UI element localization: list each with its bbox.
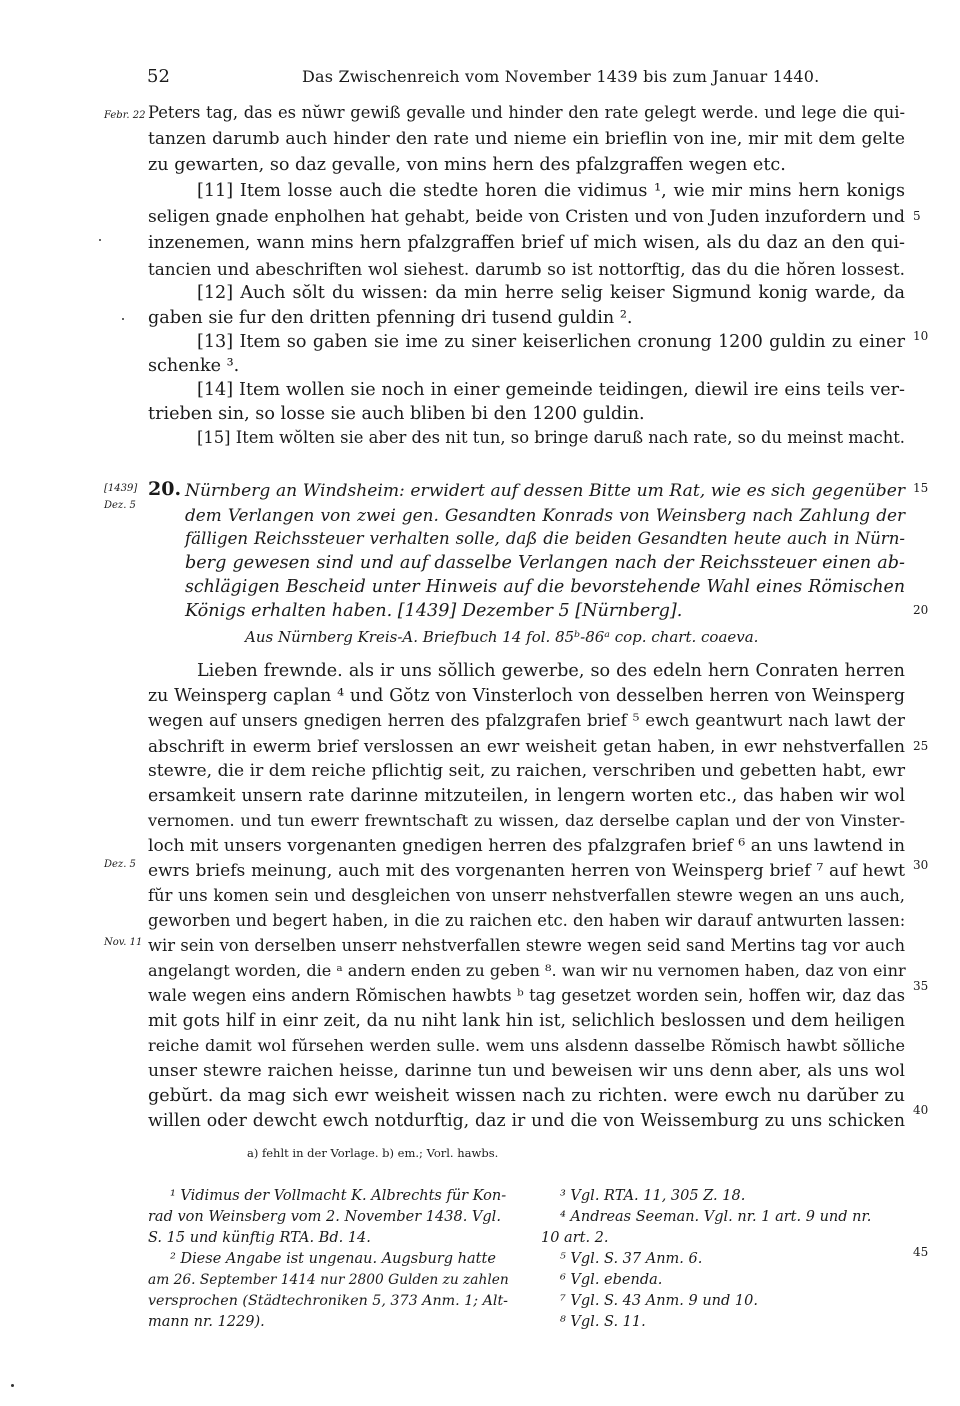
text-line: seligen gnade enpholhen hat gehabt, beide von Cristen und von Juden inzufordern und	[148, 207, 905, 227]
text-line: Lieben frewnde. als ir uns sŏllich gewerbe, so des edeln hern Conraten herren	[197, 661, 905, 681]
critical-apparatus: a) fehlt in der Vorlage. b) em.; Vorl. hawbs.	[247, 1146, 499, 1160]
text-line: mit gots hilf in einr zeit, da nu niht lank hin ist, selichlich beslossen und dem heiligen	[148, 1011, 905, 1031]
text-line: vernomen. und tun ewerr frewntschaft zu wissen, daz derselbe caplan und der von Vinster-	[148, 811, 905, 830]
line-number: 40	[913, 1103, 929, 1117]
footnote-line: ¹ Vidimus der Vollmacht K. Albrechts für Kon-	[170, 1188, 507, 1204]
text-line: ewrs briefs meinung, auch mit des vorgenanten herren von Weinsperg brief ⁷ auf hewt	[148, 861, 905, 881]
line-number: 20	[913, 603, 929, 617]
line-number: 15	[913, 481, 929, 495]
footnote-line: ³ Vgl. RTA. 11, 305 Z. 18.	[560, 1188, 746, 1204]
sidenote-date: Nov. 11	[104, 937, 143, 948]
scan-speck	[122, 318, 124, 320]
text-line: angelangt worden, die ᵃ andern enden zu geben ⁸. wan wir nu vernomen haben, daz von einr	[148, 961, 906, 980]
footnote-line: ⁵ Vgl. S. 37 Anm. 6.	[560, 1251, 703, 1267]
footnote-line: 10 art. 2.	[541, 1230, 609, 1246]
text-line: gaben sie fur den dritten pfenning dri tusend guldin ².	[148, 308, 633, 328]
footnote-line: ⁴ Andreas Seeman. Vgl. nr. 1 art. 9 und nr.	[560, 1209, 872, 1225]
regest-line: berg gewesen sind und auf dasselbe Verlangen nach der Reichssteuer einen ab-	[185, 553, 905, 573]
text-line: wale wegen eins andern Rŏmischen hawbts ᵇ tag gesetzet worden sein, hoffen wir, daz das	[148, 986, 905, 1005]
document-number: 20.	[148, 478, 182, 500]
line-number: 25	[913, 739, 929, 753]
footnote-line: versprochen (Städtechroniken 5, 373 Anm. 1; Alt-	[148, 1293, 508, 1309]
text-line: fŭr uns komen sein und desgleichen von unserr nehstverfallen stewre wegen an uns auch,	[148, 886, 905, 905]
text-line: trieben sin, so losse sie auch bliben bi den 1200 guldin.	[148, 404, 645, 424]
text-line: gebŭrt. da mag sich ewr weisheit wissen nach zu richten. were ewch nu darŭber zu	[148, 1086, 905, 1106]
scan-speck	[99, 239, 101, 241]
text-line: reiche damit wol fŭrsehen werden sulle. wem uns alsdenn dasselbe Rŏmisch hawbt sŏlliche	[148, 1036, 905, 1055]
text-line: willen oder dewcht ewch notdurftig, daz ir und die von Weissemburg zu uns schicken	[148, 1111, 905, 1131]
footnote-line: ⁶ Vgl. ebenda.	[560, 1272, 663, 1288]
text-line: [11] Item losse auch die stedte horen die vidimus ¹, wie mir mins hern konigs	[197, 181, 905, 201]
regest-line: Königs erhalten haben. [1439] Dezember 5 [Nürnberg].	[185, 601, 683, 621]
text-line: [14] Item wollen sie noch in einer gemeinde teidingen, diewil ire eins teils ver-	[197, 380, 905, 400]
sidenote-date: [1439]	[104, 483, 138, 494]
text-line: unser stewre raichen heisse, darinne tun und beweisen wir uns denn aber, als uns wol	[148, 1061, 905, 1081]
footnote-line: rad von Weinsberg vom 2. November 1438. Vgl.	[148, 1209, 501, 1225]
regest-line: Nürnberg an Windsheim: erwidert auf dessen Bitte um Rat, wie es sich gegenüber	[185, 481, 905, 501]
text-line: inzenemen, wann mins hern pfalzgraffen brief uf mich wisen, als du daz an den qui-	[148, 233, 905, 253]
regest-line: fälligen Reichssteuer verhalten solle, daß die beiden Gesandten heute auch in Nürn-	[185, 529, 905, 548]
text-line: wegen auf unsers gnedigen herren des pfalzgrafen brief ⁵ ewch geantwurt nach lawt der	[148, 711, 905, 730]
text-line: ersamkeit unsern rate darinne mitzuteilen, in lengern worten etc., das haben wir wol	[148, 786, 905, 806]
text-line: abschrift in ewerm brief verslossen an ewr weisheit getan haben, in ewr nehstverfallen	[148, 736, 905, 756]
text-line: zu Weinsperg caplan ⁴ und Gŏtz von Vinsterloch von desselben herren von Weinsperg	[148, 686, 905, 706]
line-number: 10	[913, 329, 929, 343]
text-line: tancien und abeschriften wol siehest. darumb so ist nottorftig, das du die hŏren lossest.	[148, 259, 905, 279]
text-line: stewre, die ir dem reiche pflichtig seit, zu raichen, verschriben und gebetten habt, ewr	[148, 761, 905, 781]
regest-line: schlägigen Bescheid unter Hinweis auf die bevorstehende Wahl eines Römischen	[185, 577, 905, 597]
text-line: Peters tag, das es nŭwr gewiß gevalle und hinder den rate gelegt werde. und lege die qui-	[148, 103, 905, 122]
text-line: schenke ³.	[148, 356, 240, 376]
footnote-line: ⁷ Vgl. S. 43 Anm. 9 und 10.	[560, 1293, 758, 1309]
sidenote-date: Dez. 5	[104, 500, 136, 511]
text-line: [15] Item wŏlten sie aber des nit tun, so bringe daruß nach rate, so du meinst macht.	[197, 428, 905, 447]
source-citation: Aus Nürnberg Kreis-A. Briefbuch 14 fol. 85ᵇ-86ᵃ cop. chart. coaeva.	[245, 628, 759, 646]
text-line: [12] Auch sŏlt du wissen: da min herre selig keiser Sigmund konig warde, da	[197, 283, 905, 303]
text-line: zu gewarten, so daz gevalle, von mins hern des pfalzgraffen wegen etc.	[148, 155, 786, 175]
line-number: 45	[913, 1245, 929, 1259]
line-number: 5	[913, 209, 921, 223]
sidenote-date: Dez. 5	[104, 859, 136, 870]
text-line: loch mit unsers vorgenanten gnedigen herren des pfalzgrafen brief ⁶ an uns lawtend in	[148, 836, 905, 856]
text-line: geworben und begert haben, in die zu raichen etc. den haben wir darauf antwurten lassen:	[148, 911, 906, 930]
footnote-line: S. 15 und künftig RTA. Bd. 14.	[148, 1230, 371, 1246]
regest-line: dem Verlangen von zwei gen. Gesandten Konrads von Weinsberg nach Zahlung der	[185, 505, 905, 525]
line-number: 30	[913, 858, 929, 872]
sidenote-date: Febr. 22	[104, 110, 146, 121]
footnote-line: ⁸ Vgl. S. 11.	[560, 1314, 646, 1330]
footnote-line: am 26. September 1414 nur 2800 Gulden zu zahlen	[148, 1272, 509, 1288]
footnote-line: ² Diese Angabe ist ungenau. Augsburg hatte	[170, 1251, 496, 1267]
footnote-line: mann nr. 1229).	[148, 1314, 265, 1330]
text-line: wir sein von derselben unserr nehstverfallen stewre wegen seid sand Mertins tag vor auch	[148, 936, 905, 955]
scan-speck	[11, 1384, 14, 1387]
page-number: 52	[147, 66, 170, 87]
text-line: tanzen darumb auch hinder den rate und nieme ein brieflin von ine, mir mit dem gelte	[148, 129, 905, 149]
running-title: Das Zwischenreich vom November 1439 bis zum Januar 1440.	[302, 67, 820, 86]
text-line: [13] Item so gaben sie ime zu siner keiserlichen cronung 1200 guldin zu einer	[197, 332, 905, 352]
line-number: 35	[913, 979, 929, 993]
